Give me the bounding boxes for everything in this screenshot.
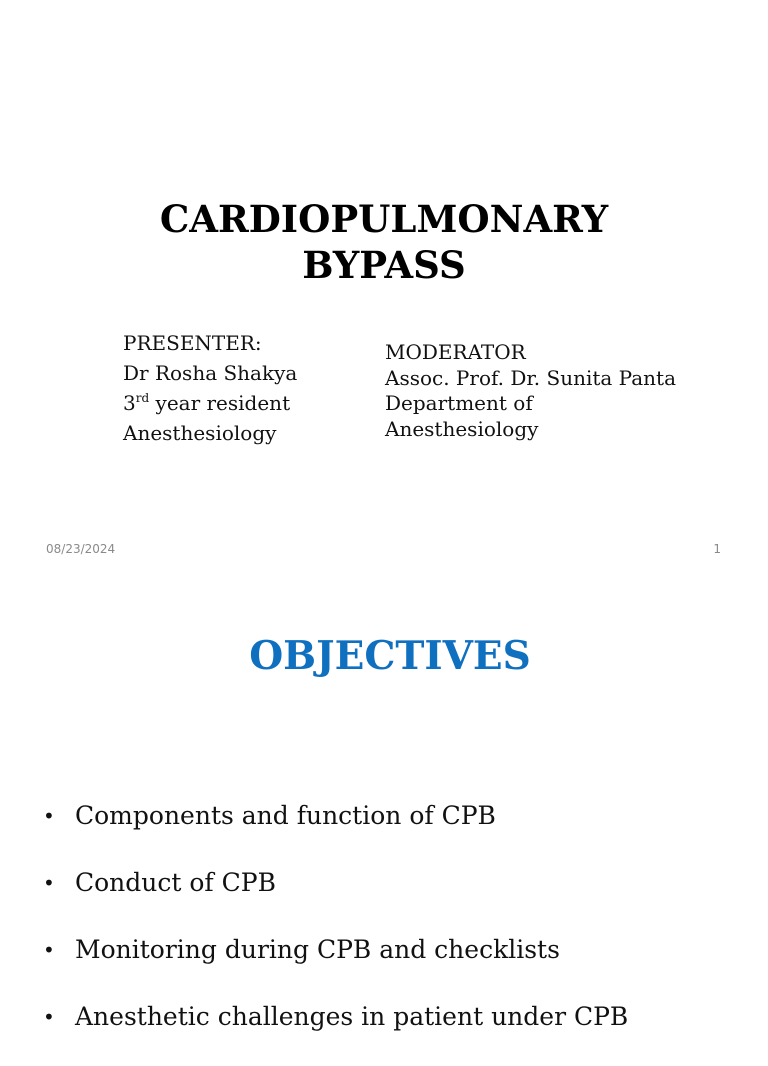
moderator-name: Assoc. Prof. Dr. Sunita Panta <box>385 365 677 390</box>
objectives-title: OBJECTIVES <box>249 633 531 679</box>
objective-text: Monitoring during CPB and checklists <box>75 935 560 964</box>
bullet-icon: • <box>43 804 55 828</box>
presenter-year-suffix: rd <box>135 391 150 405</box>
presenter-year-number: 3 <box>123 391 136 415</box>
slide-date: 08/23/2024 <box>46 542 116 556</box>
title-line-2: BYPASS <box>302 243 466 287</box>
objective-text: Conduct of CPB <box>75 868 276 897</box>
presenter-block <box>123 328 297 448</box>
objective-text: Anesthetic challenges in patient under CPB <box>75 1002 629 1031</box>
title-line-1: CARDIOPULMONARY <box>159 197 609 241</box>
objectives-slide <box>0 576 768 1031</box>
presenter-name: Dr Rosha Shakya <box>123 361 298 385</box>
presenter-heading: PRESENTER: <box>123 331 262 355</box>
objective-text: Components and function of CPB <box>75 801 496 830</box>
moderator-department-line1: Department of <box>385 391 533 415</box>
bullet-icon: • <box>43 938 55 962</box>
moderator-department-line2: Anesthesiology <box>385 416 539 441</box>
presenter-department: Anesthesiology <box>123 421 277 445</box>
presenter-year <box>123 388 297 418</box>
bullet-icon: • <box>43 1005 55 1029</box>
bullet-icon: • <box>43 871 55 895</box>
moderator-block <box>385 340 676 442</box>
slide-number: 1 <box>713 542 721 556</box>
presenter-year-text: year resident <box>149 391 291 415</box>
moderator-heading: MODERATOR <box>385 340 526 364</box>
slide-title <box>0 196 768 288</box>
